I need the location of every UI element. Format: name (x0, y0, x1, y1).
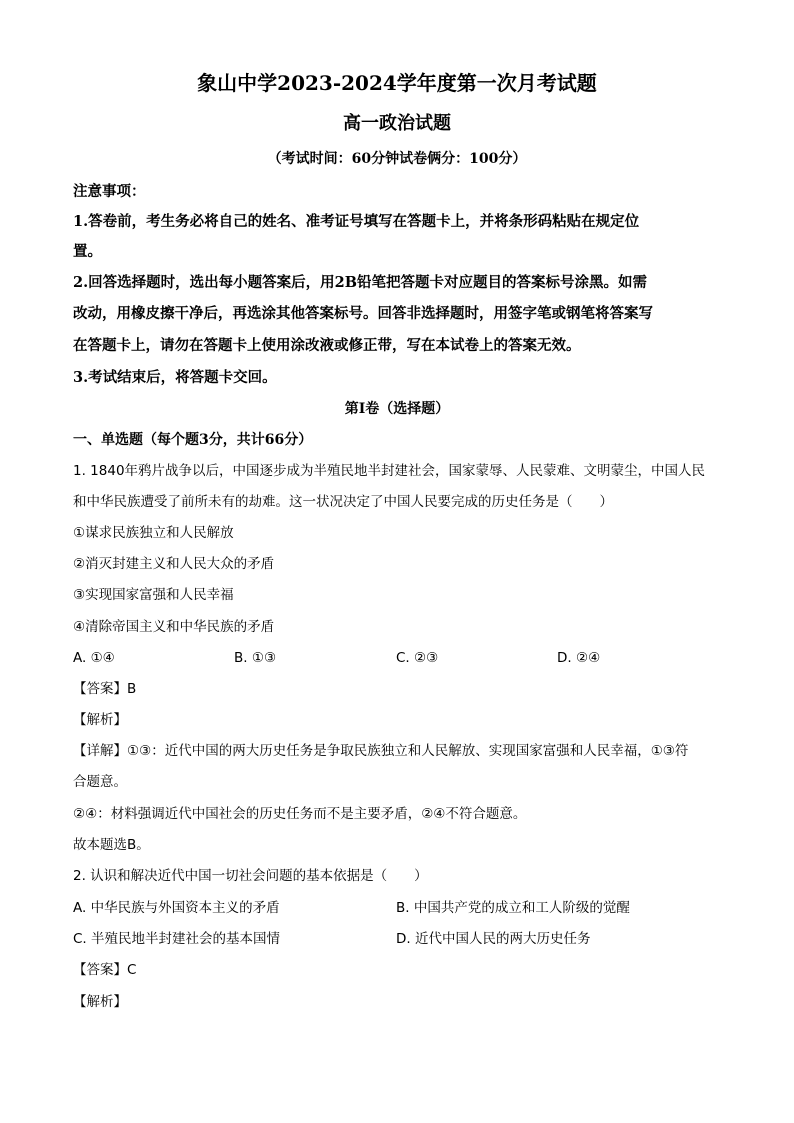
q1-option-c: C. ②③ (396, 650, 439, 666)
q1-item: ④清除帝国主义和中华民族的矛盾 (73, 619, 275, 635)
q1-item: ②消灭封建主义和人民大众的矛盾 (73, 556, 275, 572)
exam-title: 象山中学2023-2024学年度第一次月考试题 (197, 71, 597, 95)
q1-detail-line3: ②④：材料强调近代中国社会的历史任务而不是主要矛盾，②④不符合题意。 (73, 806, 527, 822)
q1-stem-line2: 和中华民族遭受了前所未有的劫难。这一状况决定了中国人民要完成的历史任务是（ ） (73, 494, 613, 510)
q1-conclusion: 故本题选B。 (73, 837, 150, 853)
part-title: 第Ⅰ卷（选择题） (344, 401, 450, 417)
q2-option-b: B. 中国共产党的成立和工人阶级的觉醒 (396, 900, 630, 916)
note-line: 在答题卡上，请勿在答题卡上使用涂改液或修正带，写在本试卷上的答案无效。 (73, 337, 581, 354)
q2-analysis-tag: 【解析】 (73, 994, 127, 1010)
q1-option-d: D. ②④ (557, 650, 601, 666)
q1-option-b: B. ①③ (234, 650, 277, 666)
notes-heading: 注意事项： (73, 183, 146, 200)
q1-option-a: A. ①④ (73, 650, 115, 666)
q1-detail-line2: 合题意。 (73, 774, 127, 790)
note-line: 置。 (73, 243, 102, 260)
q2-answer: 【答案】C (73, 962, 137, 978)
q1-item: ③实现国家富强和人民幸福 (73, 587, 234, 603)
q1-analysis-tag: 【解析】 (73, 712, 127, 728)
note-line: 2.回答选择题时，选出每小题答案后，用2B铅笔把答题卡对应题目的答案标号涂黑。如需 (73, 274, 647, 291)
note-line: 改动，用橡皮擦干净后，再选涂其他答案标号。回答非选择题时，用签字笔或钢笔将答案写 (73, 305, 653, 322)
q1-item: ①谋求民族独立和人民解放 (73, 525, 234, 541)
q1-stem-line1: 1. 1840年鸦片战争以后，中国逐步成为半殖民地半封建社会，国家蒙辱、人民蒙难、文明蒙尘，中国人民 (73, 463, 706, 479)
note-line: 1.答卷前，考生务必将自己的姓名、准考证号填写在答题卡上，并将条形码粘贴在规定位 (73, 213, 640, 230)
q1-detail-line1: 【详解】①③：近代中国的两大历史任务是争取民族独立和人民解放、实现国家富强和人民幸福，①③符 (73, 743, 689, 759)
exam-info: （考试时间：60分钟试卷俩分：100分） (267, 151, 527, 167)
q2-option-a: A. 中华民族与外国资本主义的矛盾 (73, 900, 280, 916)
note-line: 3.考试结束后，将答题卡交回。 (73, 369, 277, 386)
q1-answer: 【答案】B (73, 681, 137, 697)
q2-option-c: C. 半殖民地半封建社会的基本国情 (73, 931, 281, 947)
q2-stem: 2. 认识和解决近代中国一切社会问题的基本依据是（ ） (73, 868, 428, 884)
section-heading: 一、单选题（每个题3分，共计66分） (73, 432, 313, 448)
exam-subtitle: 高一政治试题 (343, 113, 451, 134)
q2-option-d: D. 近代中国人民的两大历史任务 (396, 931, 591, 947)
